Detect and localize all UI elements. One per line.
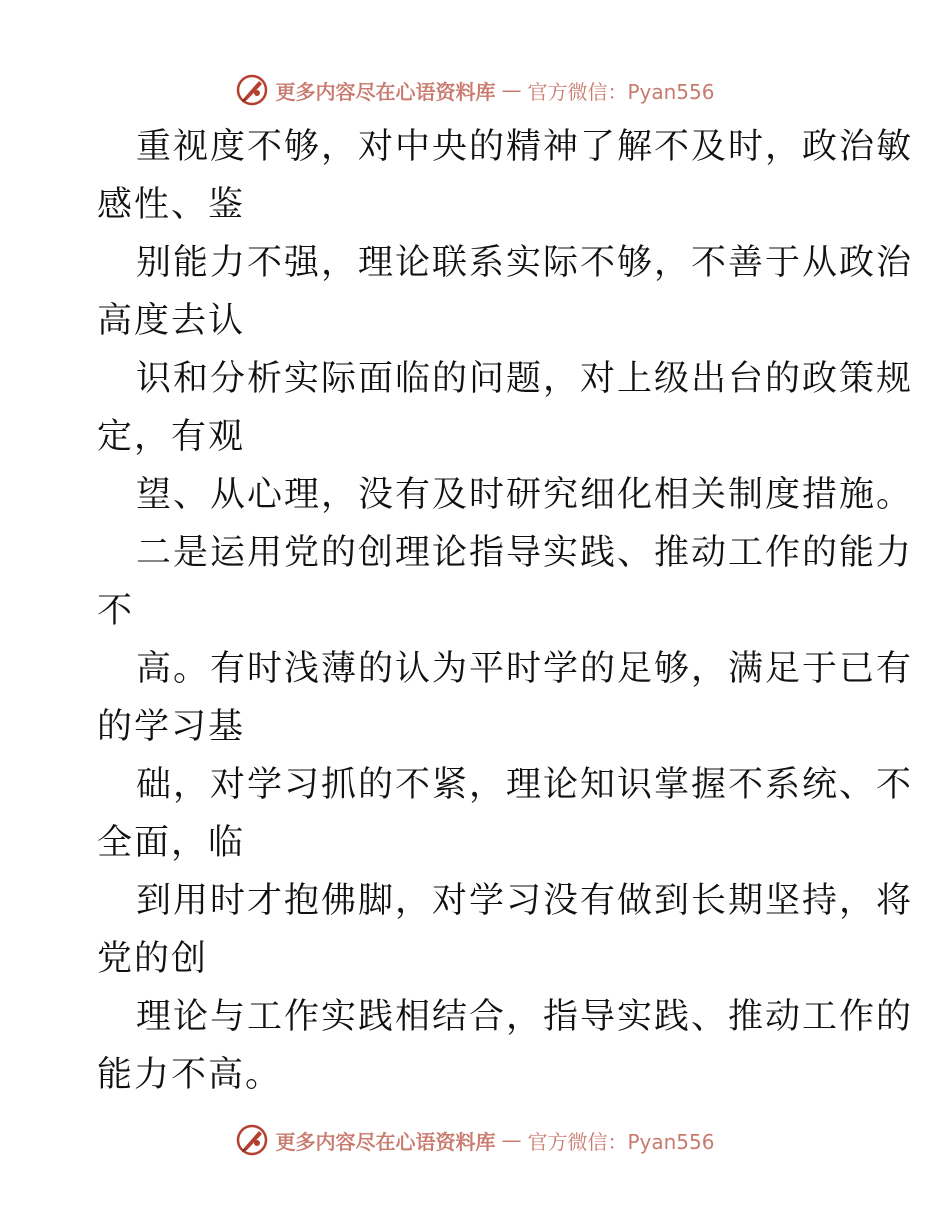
text-line: 能力不高。: [97, 1055, 283, 1095]
header-site-text: 更多内容尽在心语资料库: [275, 79, 496, 104]
text-line: 二是运用党的创理论指导实践、推动工作的能力: [136, 533, 914, 573]
text-line: 识和分析实际面临的问题，对上级出台的政策规: [136, 359, 914, 399]
text-line: 定，有观: [97, 417, 246, 457]
text-line: 础，对学习抓的不紧，理论知识掌握不系统、不: [136, 765, 914, 805]
quill-pen-icon: [235, 73, 269, 107]
footer-separator: —: [501, 1128, 522, 1152]
header-separator: —: [501, 78, 522, 102]
text-line: 全面，临: [97, 823, 246, 863]
text-line: 理论与工作实践相结合，指导实践、推动工作的: [136, 997, 914, 1037]
text-line: 不: [97, 591, 135, 631]
text-line: 到用时才抱佛脚，对学习没有做到长期坚持，将: [136, 881, 914, 921]
footer-site-text: 更多内容尽在心语资料库: [275, 1129, 496, 1154]
text-line: 党的创: [97, 939, 209, 979]
text-line: 重视度不够，对中央的精神了解不及时，政治敏: [136, 127, 914, 167]
text-line: 高。有时浅薄的认为平时学的足够，满足于已有: [136, 649, 914, 689]
document-body: [97, 118, 914, 1104]
text-line: 的学习基: [97, 707, 246, 747]
header-wechat-text: 官方微信：Pyan556: [527, 79, 715, 104]
footer-wechat-text: 官方微信：Pyan556: [527, 1129, 715, 1154]
text-line: 望、从心理，没有及时研究细化相关制度措施。: [136, 475, 914, 515]
footer-banner: [0, 1120, 950, 1160]
quill-pen-icon: [235, 1123, 269, 1157]
text-line: 高度去认: [97, 301, 246, 341]
text-line: 感性、鉴: [97, 185, 246, 225]
text-line: 别能力不强，理论联系实际不够，不善于从政治: [136, 243, 914, 283]
header-banner: [0, 70, 950, 110]
